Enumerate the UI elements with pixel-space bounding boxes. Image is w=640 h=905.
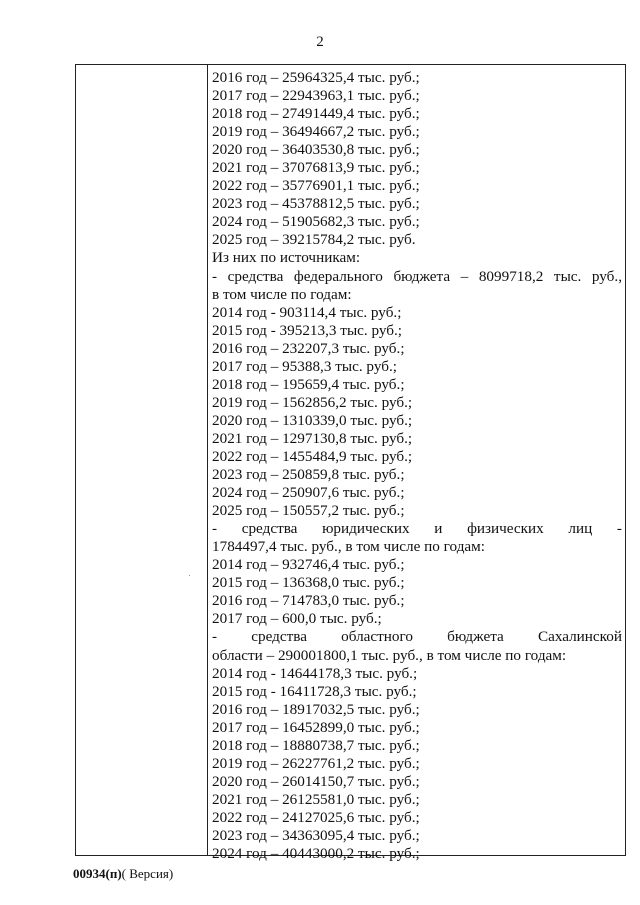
text-line: 2024 год – 40443000,2 тыс. руб.; [212,845,420,863]
text-line: 2016 год – 714783,0 тыс. руб.; [212,592,405,610]
text-line: 2021 год – 37076813,9 тыс. руб.; [212,159,420,177]
funding-table [75,64,626,863]
text-line: 2015 год - 16411728,3 тыс. руб.; [212,682,417,700]
text-line: 2018 год – 18880738,7 тыс. руб.; [212,736,420,754]
text-line: - средства областного бюджета Сахалинской [212,628,622,646]
footer-version-label: ( Версия) [121,866,174,881]
text-line: 2023 год – 34363095,4 тыс. руб.; [212,826,420,844]
text-line: 2023 год – 45378812,5 тыс. руб.; [212,195,420,213]
text-line: - средства федерального бюджета – 8099718,2 тыс. руб., [212,267,622,285]
text-line: 2018 год – 195659,4 тыс. руб.; [212,375,405,393]
text-line: 2017 год – 16452899,0 тыс. руб.; [212,718,420,736]
footer-document-code: 00934(п) [73,866,122,881]
text-line: 2014 год - 903114,4 тыс. руб.; [212,303,402,321]
text-line: 2022 год – 1455484,9 тыс. руб.; [212,447,413,465]
text-line: в том числе по годам: [212,285,352,303]
text-line: 2023 год – 250859,8 тыс. руб.; [212,466,405,484]
text-line: 2025 год – 39215784,2 тыс. руб. [212,231,416,249]
text-line: 2014 год – 932746,4 тыс. руб.; [212,556,405,574]
text-line: 2017 год – 95388,3 тыс. руб.; [212,357,397,375]
text-line: 2016 год – 18917032,5 тыс. руб.; [212,700,420,718]
text-line: 2022 год – 35776901,1 тыс. руб.; [212,177,420,195]
text-line: области – 290001800,1 тыс. руб., в том числе по годам: [212,646,567,664]
text-line: 2020 год – 26014150,7 тыс. руб.; [212,772,420,790]
text-line: 2022 год – 24127025,6 тыс. руб.; [212,808,420,826]
text-line: 2021 год – 26125581,0 тыс. руб.; [212,790,420,808]
text-line: 2016 год – 232207,3 тыс. руб.; [212,339,405,357]
column-divider [207,65,208,855]
text-line: 1784497,4 тыс. руб., в том числе по годам: [212,538,485,556]
text-line: 2015 год – 136368,0 тыс. руб.; [212,574,405,592]
text-line: 2025 год – 150557,2 тыс. руб.; [212,502,405,520]
scan-speck [189,575,190,576]
text-line: Из них по источникам: [212,249,361,267]
text-line: 2017 год – 22943963,1 тыс. руб.; [212,87,420,105]
text-line: 2019 год – 36494667,2 тыс. руб.; [212,123,420,141]
text-line: 2017 год – 600,0 тыс. руб.; [212,610,382,628]
text-line: 2020 год – 1310339,0 тыс. руб.; [212,411,413,429]
text-line: 2018 год – 27491449,4 тыс. руб.; [212,105,420,123]
text-line: 2019 год – 1562856,2 тыс. руб.; [212,393,413,411]
page-number: 2 [316,34,324,50]
text-line: 2020 год – 36403530,8 тыс. руб.; [212,141,420,159]
text-line: 2015 год - 395213,3 тыс. руб.; [212,321,403,339]
text-line: 2019 год – 26227761,2 тыс. руб.; [212,754,420,772]
text-line: 2014 год - 14644178,3 тыс. руб.; [212,664,418,682]
funding-text-cell [212,69,622,863]
document-footer [73,866,173,882]
text-line: - средства юридических и физических лиц - [212,520,622,538]
text-line: 2021 год – 1297130,8 тыс. руб.; [212,429,413,447]
text-line: 2024 год – 51905682,3 тыс. руб.; [212,213,420,231]
text-line: 2024 год – 250907,6 тыс. руб.; [212,484,405,502]
text-line: 2016 год – 25964325,4 тыс. руб.; [212,69,420,86]
